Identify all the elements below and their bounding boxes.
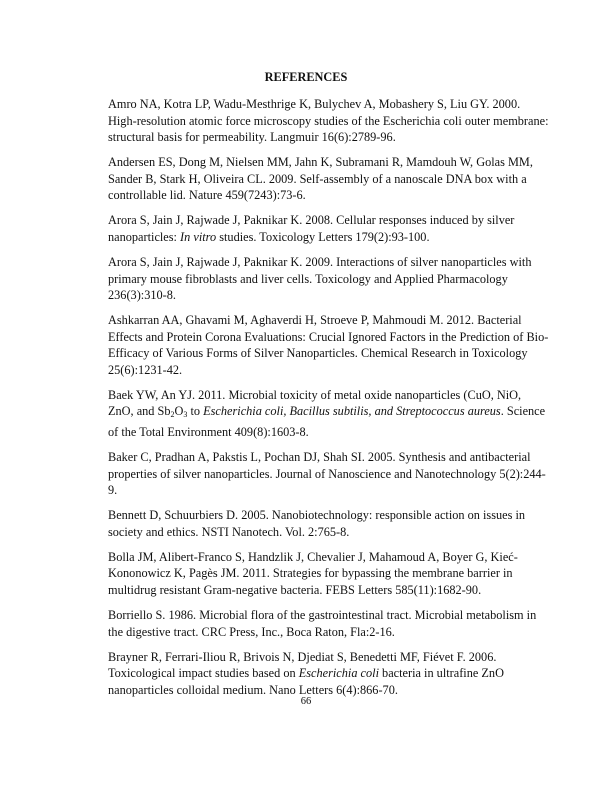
reference-entry: [108, 254, 532, 304]
subscript-text: 2: [170, 410, 175, 420]
reference-text: primary mouse fibroblasts and liver cells. Toxicology and Applied Pharmacology: [108, 271, 508, 286]
reference-line: [108, 129, 528, 146]
italic-text: Escherichia coli, Bacillus subtilis, and Streptococcus aureus: [203, 404, 501, 419]
reference-text: Baker C, Pradhan A, Pakstis L, Pochan DJ, Shah SI. 2005. Synthesis and antibacterial: [108, 450, 531, 465]
reference-entry: [108, 212, 528, 245]
reference-line: [108, 482, 528, 499]
reference-line: [108, 387, 528, 404]
reference-list: [108, 96, 549, 707]
reference-line: [108, 329, 549, 346]
reference-text: Toxicological impact studies based on: [108, 666, 299, 681]
reference-line: [108, 312, 528, 329]
reference-text: Kononowicz K, Pagès JM. 2011. Strategies for bypassing the membrane barrier in: [108, 566, 513, 581]
reference-line: [108, 507, 528, 524]
subscript-text: 3: [183, 410, 188, 420]
reference-text: 9.: [108, 483, 118, 498]
reference-entry: [108, 507, 528, 540]
reference-text: Borriello S. 1986. Microbial flora of the gastrointestinal tract. Microbial metabolism in: [108, 607, 537, 622]
reference-text: of the Total Environment 409(8):1603-8.: [108, 425, 309, 440]
reference-text: ZnO, and Sb: [108, 404, 171, 419]
reference-entry: [108, 96, 549, 146]
reference-entry: [108, 387, 546, 441]
reference-line: [108, 287, 528, 304]
reference-line: [108, 271, 528, 288]
reference-line: [108, 549, 528, 566]
reference-text: multidrug resistant Gram-negative bacteria. FEBS Letters 585(11):1682-90.: [108, 582, 482, 597]
reference-text: . Science: [500, 404, 546, 419]
reference-entry: [108, 449, 546, 499]
reference-entry: [108, 312, 549, 378]
reference-line: [108, 212, 528, 229]
reference-text: Ashkarran AA, Ghavami M, Aghaverdi H, Stroeve P, Mahmoudi M. 2012. Bacterial: [108, 313, 522, 328]
reference-text: Efficacy of Various Forms of Silver Nanoparticles. Chemical Research in Toxicology: [108, 346, 528, 361]
reference-line: [108, 624, 528, 641]
reference-text: society and ethics. NSTI Nanotech. Vol. 2:765-8.: [108, 524, 350, 539]
reference-text: Effects and Protein Corona Evaluations: Crucial Ignored Factors in the Prediction of Bio-: [108, 329, 549, 344]
reference-line: [108, 96, 528, 113]
reference-text: O: [174, 404, 184, 419]
reference-text: bacteria in ultrafine ZnO: [378, 666, 504, 681]
italic-text: In vitro: [180, 229, 217, 244]
reference-text: Sander B, Stark H, Oliveira CL. 2009. Self-assembly of a nanoscale DNA box with a: [108, 171, 527, 186]
reference-text: Andersen ES, Dong M, Nielsen MM, Jahn K, Subramani R, Mamdouh W, Golas MM,: [108, 155, 533, 170]
reference-text: Bolla JM, Alibert-Franco S, Handzlik J, Chevalier J, Mahamoud A, Boyer G, Kieć-: [108, 549, 518, 564]
reference-text: Baek YW, An YJ. 2011. Microbial toxicity of metal oxide nanoparticles (CuO, NiO,: [108, 387, 522, 402]
reference-text: Amro NA, Kotra LP, Wadu-Mesthrige K, Bulychev A, Mobashery S, Liu GY. 2000.: [108, 97, 521, 111]
reference-text: controllable lid. Nature 459(7243):73-6.: [108, 188, 306, 203]
reference-text: the digestive tract. CRC Press, Inc., Boca Raton, Fla:2-16.: [108, 624, 395, 639]
page-title: REFERENCES: [264, 70, 348, 84]
reference-line: [108, 466, 546, 483]
reference-text: structural basis for permeability. Langmuir 16(6):2789-96.: [108, 130, 396, 145]
reference-line: [108, 649, 528, 666]
reference-text: properties of silver nanoparticles. Journal of Nanoscience and Nanotechnology 5(2):244-: [108, 466, 546, 481]
reference-text: Arora S, Jain J, Rajwade J, Paknikar K. 2009. Interactions of silver nanoparticles with: [108, 254, 532, 269]
reference-line: [108, 665, 528, 682]
reference-line: [108, 403, 546, 424]
reference-entry: [108, 649, 528, 699]
reference-text: studies. Toxicology Letters 179(2):93-100.: [216, 229, 430, 244]
reference-line: [108, 171, 528, 188]
reference-text: Arora S, Jain J, Rajwade J, Paknikar K. 2008. Cellular responses induced by silver: [108, 213, 515, 228]
reference-line: [108, 524, 528, 541]
reference-text: to: [187, 404, 204, 419]
reference-line: [108, 229, 528, 246]
reference-line: [108, 565, 528, 582]
reference-line: [108, 424, 528, 441]
reference-text: Bennett D, Schuurbiers D. 2005. Nanobiotechnology: responsible action on issues in: [108, 508, 526, 523]
italic-text: Escherichia coli: [298, 666, 379, 681]
reference-entry: [108, 154, 533, 204]
reference-line: [108, 449, 531, 466]
reference-line: [108, 582, 528, 599]
reference-entry: [108, 549, 528, 599]
reference-text: nanoparticles:: [108, 229, 181, 244]
reference-text: Brayner R, Ferrari-Iliou R, Brivois N, Djediat S, Benedetti MF, Fiévet F. 2006.: [108, 649, 497, 664]
reference-line: [108, 113, 549, 130]
page-number: 66: [300, 696, 312, 707]
reference-text: nanoparticles colloidal medium. Nano Letters 6(4):866-70.: [108, 682, 398, 697]
reference-line: [108, 607, 537, 624]
reference-line: [108, 187, 528, 204]
reference-entry: [108, 607, 537, 640]
reference-text: 25(6):1231-42.: [108, 362, 183, 377]
reference-line: [108, 154, 533, 171]
reference-line: [108, 345, 528, 362]
reference-line: [108, 362, 528, 379]
reference-text: High-resolution atomic force microscopy studies of the Escherichia coli outer membrane:: [108, 113, 549, 128]
reference-line: [108, 254, 532, 271]
reference-text: 236(3):310-8.: [108, 288, 176, 303]
